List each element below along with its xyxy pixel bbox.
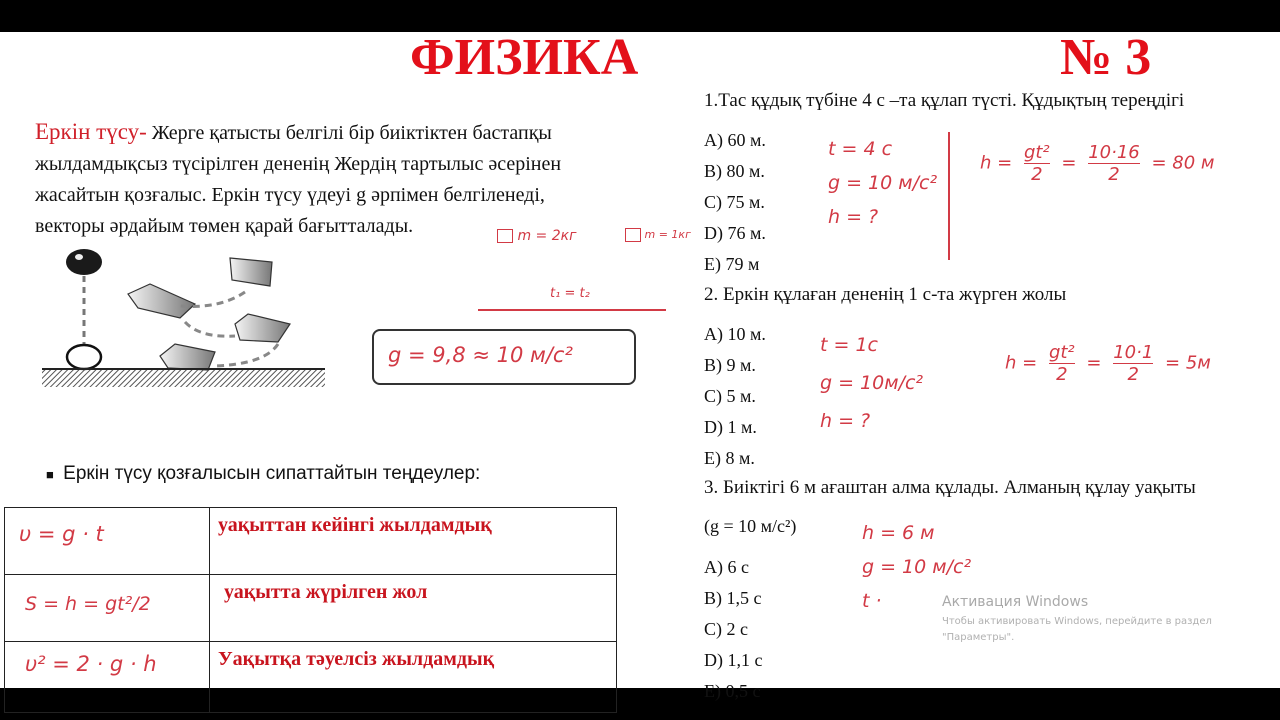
- page-title: ФИЗИКА: [410, 29, 639, 86]
- table-row: [5, 642, 617, 713]
- description-cell: Уақытқа тәуелсіз жылдамдық: [210, 642, 617, 713]
- note-divider: [948, 132, 950, 260]
- option-d: D) 1 м.: [704, 417, 757, 437]
- definition-line-1: Жерге қатысты белгілі бір биіктіктен бастапқы: [151, 122, 552, 144]
- definition-line-4: векторы әрдайым төмен қарай бағытталады.: [35, 215, 414, 237]
- document-page: [0, 29, 1280, 701]
- option-e: E) 79 м: [704, 254, 760, 274]
- question-3-text: 3. Биіктігі 6 м ағаштан алма құлады. Алманың құлау уақыты: [704, 477, 1196, 498]
- option-a: A) 10 м.: [704, 324, 766, 344]
- note-time-equal: t₁ = t₂: [550, 286, 590, 301]
- windows-activation-watermark: [942, 594, 1212, 646]
- watermark-line-2: "Параметры".: [942, 632, 1015, 643]
- question-2-options: [704, 319, 766, 474]
- note-mass-2: m = 1кг: [625, 228, 691, 242]
- question-2-text: 2. Еркін құлаған дененің 1 с-та жүрген жолы: [704, 284, 1067, 305]
- question-3-given-g: (g = 10 м/с²): [704, 516, 797, 536]
- free-fall-illustration: [40, 244, 330, 389]
- question-1-text: 1.Тас құдық түбіне 4 с –та құлап түсті. Құдықтың тереңдігі: [704, 90, 1185, 111]
- option-c: C) 75 м.: [704, 192, 765, 212]
- option-b: B) 1,5 с: [704, 588, 762, 608]
- question-3-given: h = 6 м g = 10 м/с² t ·: [862, 522, 972, 612]
- question-2-given: t = 1с g = 10м/с² h = ?: [820, 334, 924, 432]
- equations-table: [4, 507, 617, 713]
- formula-cell: S = h = gt²/2: [25, 593, 151, 615]
- g-value-box: [372, 329, 636, 385]
- question-1-options: [704, 125, 766, 280]
- watermark-title: Активация Windows: [942, 594, 1089, 610]
- definition-block: [35, 116, 655, 242]
- option-c: C) 2 с: [704, 619, 748, 639]
- option-e: E) 0,5 с: [704, 681, 761, 701]
- g-value-text: g = 9,8 ≈ 10 м/с²: [388, 343, 573, 367]
- option-a: A) 60 м.: [704, 130, 766, 150]
- question-1-given: t = 4 с g = 10 м/с² h = ?: [828, 138, 938, 228]
- definition-line-3: жасайтын қозғалыс. Еркін түсу үдеуі g әрпімен белгіленеді,: [35, 184, 545, 206]
- option-d: D) 1,1 с: [704, 650, 763, 670]
- equations-heading: ■ Еркін түсу қозғалысын сипаттайтын теңдеулер:: [46, 463, 481, 484]
- option-e: E) 8 м.: [704, 448, 755, 468]
- note-mass-1: m = 2кг: [497, 228, 576, 244]
- formula-cell: υ² = 2 · g · h: [25, 652, 157, 676]
- option-a: A) 6 с: [704, 557, 749, 577]
- option-b: B) 9 м.: [704, 355, 756, 375]
- formula-cell: υ = g · t: [19, 522, 104, 546]
- watermark-line-1: Чтобы активировать Windows, перейдите в раздел: [942, 616, 1212, 627]
- table-row: [5, 508, 617, 575]
- option-d: D) 76 м.: [704, 223, 766, 243]
- page-number: № 3: [1060, 29, 1152, 86]
- table-row: [5, 575, 617, 642]
- definition-term: Еркін түсу-: [35, 119, 147, 144]
- description-cell: уақытта жүрілген жол: [210, 575, 617, 642]
- description-cell: уақыттан кейінгі жылдамдық: [210, 508, 617, 575]
- definition-line-2: жылдамдықсыз түсірілген дененің Жердің тартылыс әсерінен: [35, 153, 562, 175]
- question-2-solution: h = $\frac{\text{gt²}}{2}$ = $\frac{10\cdot 1}{2}$ = 5м: [1005, 342, 1211, 385]
- option-b: B) 80 м.: [704, 161, 765, 181]
- question-1-solution: h = $\frac{\text{gt²}}{2}$ = $\frac{10\cdot 16}{2}$ = 80 м: [980, 142, 1215, 185]
- bullet-icon: ■: [46, 467, 54, 482]
- note-underline: [478, 309, 666, 311]
- option-c: C) 5 м.: [704, 386, 756, 406]
- question-3-options: [704, 552, 762, 707]
